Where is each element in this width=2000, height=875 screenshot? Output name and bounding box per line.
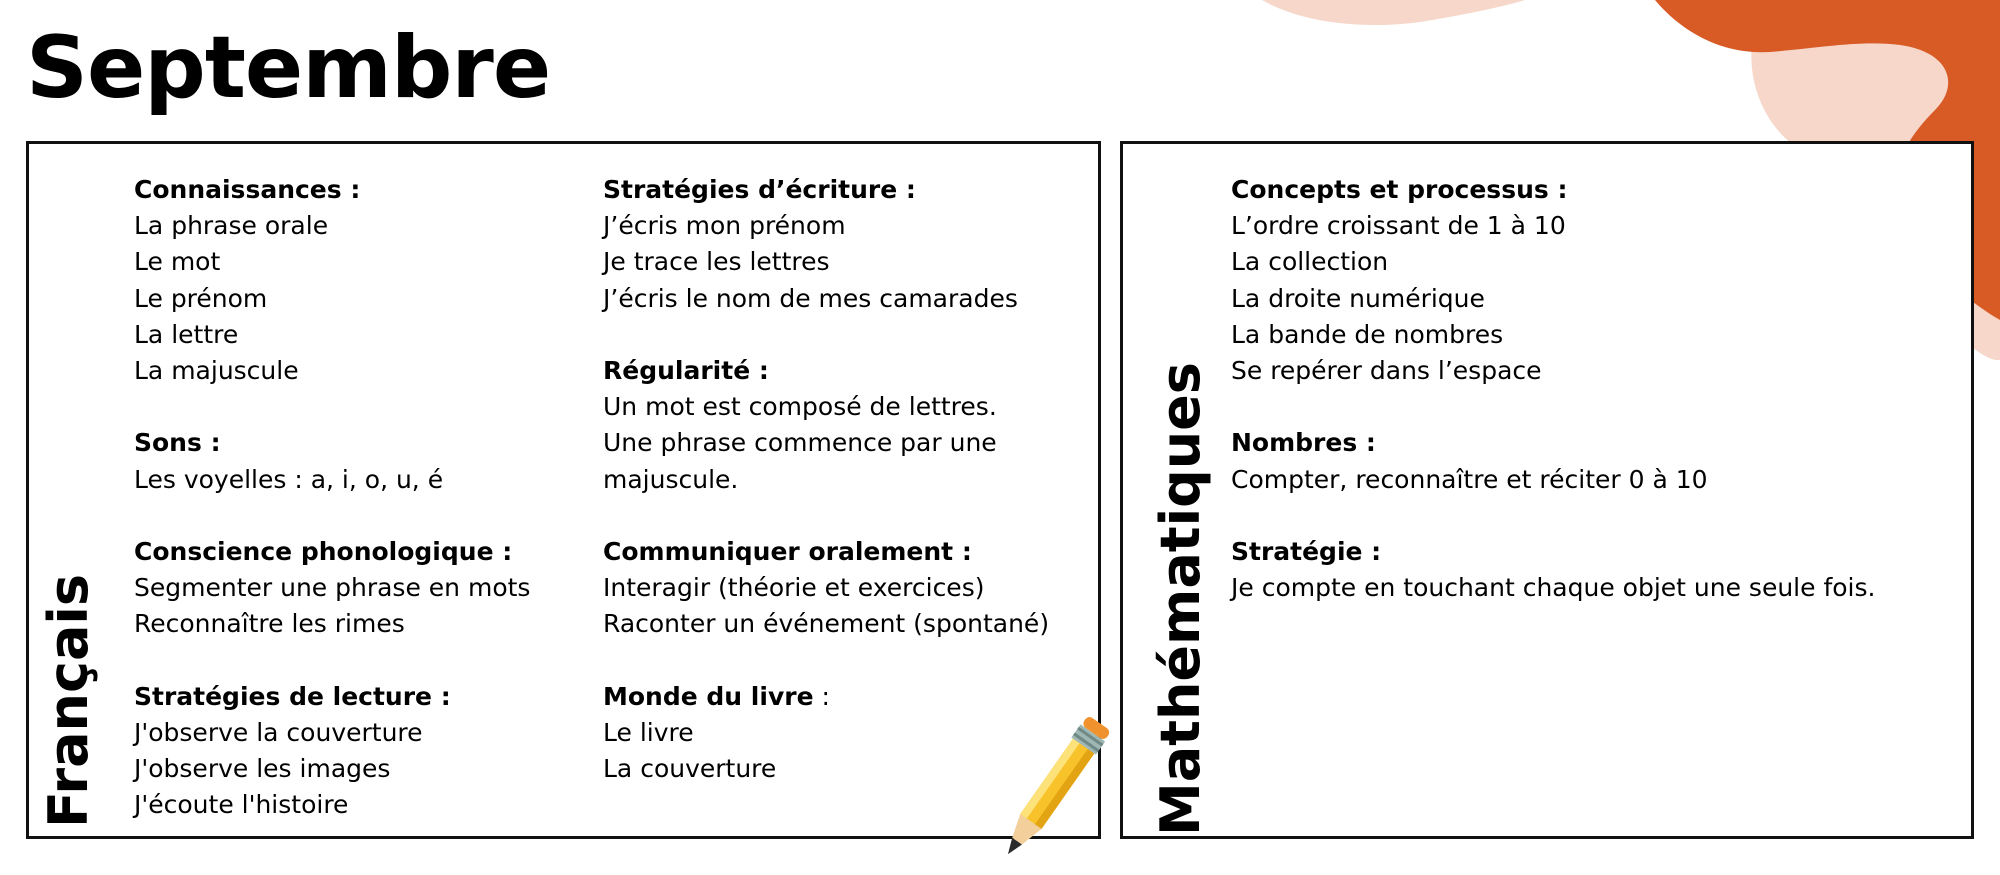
francais-panel bbox=[26, 141, 1101, 839]
list-item: J'écoute l'histoire bbox=[134, 790, 349, 820]
section-regularite bbox=[603, 353, 1049, 498]
section-heading: Stratégie : bbox=[1231, 537, 1382, 566]
pencil-icon bbox=[975, 712, 1135, 862]
list-item: Le livre bbox=[603, 718, 694, 747]
list-item: J'observe la couverture bbox=[134, 718, 423, 747]
list-item: J'observe les images bbox=[134, 754, 391, 784]
list-item: La phrase orale bbox=[134, 211, 329, 241]
section-heading: Connaissances : bbox=[134, 175, 361, 204]
page-title: Septembre bbox=[26, 18, 551, 118]
section-communiquer-oralement bbox=[603, 534, 1049, 643]
section-heading: Conscience phonologique : bbox=[134, 537, 513, 566]
list-item: Segmenter une phrase en mots bbox=[134, 573, 531, 603]
list-item: Se repérer dans l’espace bbox=[1231, 356, 1542, 386]
francais-column-1 bbox=[134, 172, 530, 824]
list-item: J’écris le nom de mes camarades bbox=[603, 283, 1018, 313]
section-heading: Nombres : bbox=[1231, 428, 1376, 458]
mathematiques-column bbox=[1231, 172, 1875, 606]
section-heading: Communiquer oralement : bbox=[603, 537, 972, 566]
list-item: La couverture bbox=[603, 754, 777, 784]
list-item: Le prénom bbox=[134, 283, 268, 313]
section-heading-colon: : bbox=[813, 681, 830, 711]
list-item: J’écris mon prénom bbox=[603, 211, 846, 241]
section-heading bbox=[603, 679, 1049, 715]
list-item: Une phrase commence par une bbox=[603, 428, 997, 458]
list-item: Un mot est composé de lettres. bbox=[603, 392, 997, 422]
mathematiques-panel bbox=[1120, 141, 1974, 839]
section-heading-text: Monde du livre bbox=[603, 681, 814, 711]
section-concepts-processus bbox=[1231, 172, 1875, 389]
section-connaissances bbox=[134, 172, 530, 389]
section-nombres bbox=[1231, 425, 1875, 497]
list-item: La collection bbox=[1231, 247, 1389, 277]
peach-blob-top bbox=[1262, 0, 1525, 25]
francais-column-2 bbox=[603, 172, 1049, 787]
list-item: La lettre bbox=[134, 319, 239, 349]
list-item: La droite numérique bbox=[1231, 283, 1485, 313]
list-item: Raconter un événement (spontané) bbox=[603, 609, 1050, 639]
list-item: La majuscule bbox=[134, 356, 299, 386]
section-heading: Stratégies d’écriture : bbox=[603, 175, 916, 204]
mathematiques-label: Mathématiques bbox=[1149, 362, 1212, 836]
list-item: Compter, reconnaître et réciter 0 à 10 bbox=[1231, 464, 1708, 494]
section-conscience-phonologique bbox=[134, 534, 530, 643]
section-heading: Concepts et processus : bbox=[1231, 175, 1568, 204]
list-item: Interagir (théorie et exercices) bbox=[603, 573, 985, 603]
list-item: Je trace les lettres bbox=[603, 247, 830, 277]
section-heading: Stratégies de lecture : bbox=[134, 681, 451, 711]
section-strategies-lecture bbox=[134, 679, 530, 824]
section-sons bbox=[134, 425, 530, 497]
list-item: Les voyelles : a, i, o, u, é bbox=[134, 464, 444, 494]
list-item: Reconnaître les rimes bbox=[134, 609, 405, 639]
list-item: Je compte en touchant chaque objet une seule fois. bbox=[1231, 573, 1876, 603]
section-strategies-ecriture bbox=[603, 172, 1049, 317]
section-heading: Sons : bbox=[134, 428, 221, 458]
list-item: L’ordre croissant de 1 à 10 bbox=[1231, 211, 1566, 241]
section-strategie bbox=[1231, 534, 1875, 606]
list-item: majuscule. bbox=[603, 464, 739, 494]
list-item: La bande de nombres bbox=[1231, 319, 1504, 349]
francais-label: Français bbox=[37, 573, 100, 828]
list-item: Le mot bbox=[134, 247, 221, 277]
section-heading: Régularité : bbox=[603, 356, 769, 385]
